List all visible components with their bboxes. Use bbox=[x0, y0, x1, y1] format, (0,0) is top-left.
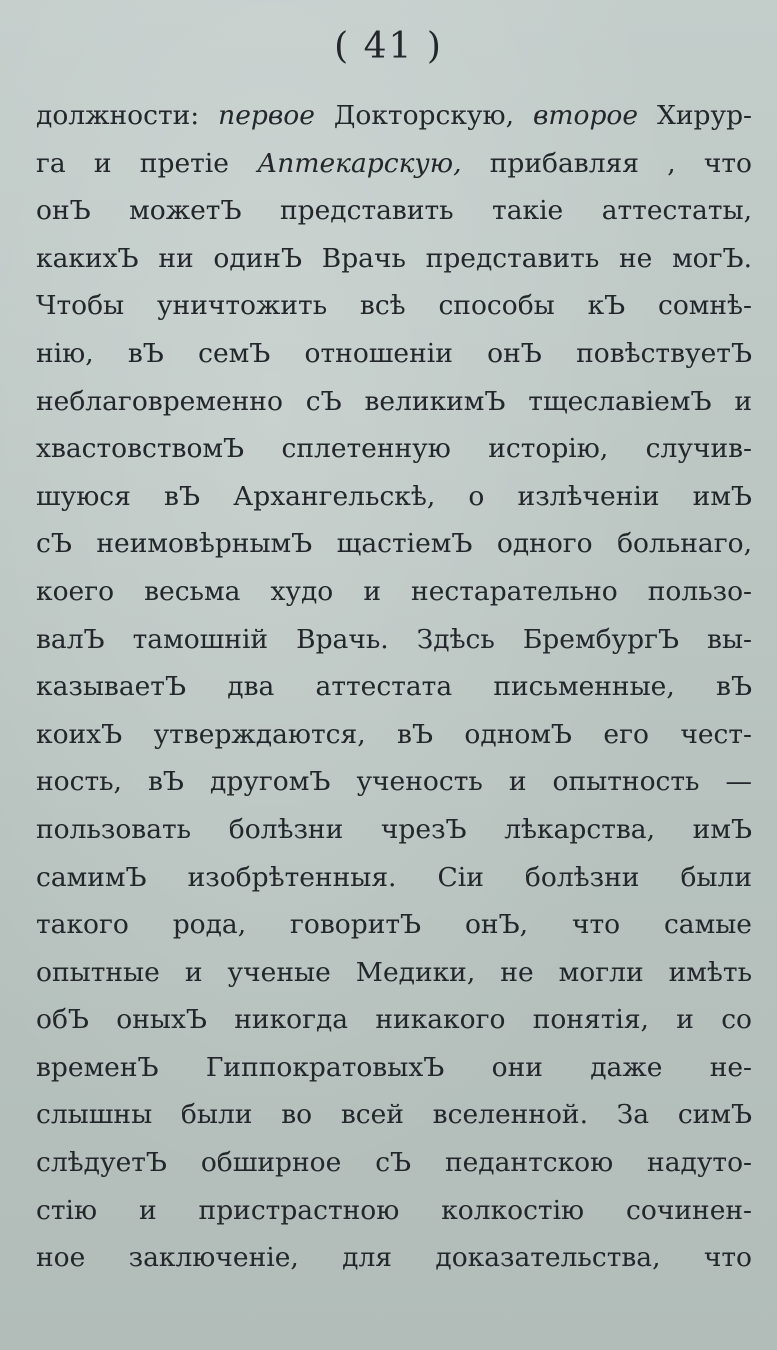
text-line-7: неблаговременно сЪ великимЪ тщеславіемЪ и bbox=[36, 385, 752, 417]
text-line-8: хвастовствомЪ сплетенную исторію, случив- bbox=[36, 433, 752, 465]
text-line-21: временЪ ГиппократовыхЪ они даже не- bbox=[36, 1051, 752, 1083]
text-line-22: слышны были во всей вселенной. За симЪ bbox=[36, 1099, 752, 1131]
text-line-11: коего весьма худо и нестарательно пользо- bbox=[36, 575, 752, 607]
text-line-23: слѣдуетЪ обширное сЪ педантскою надутo- bbox=[36, 1147, 752, 1179]
text-line-24: стію и пристрастною колкостію сочинен- bbox=[36, 1194, 752, 1226]
text-line-9: шуюся вЪ Архангельскѣ, о излѣченіи имЪ bbox=[36, 480, 752, 512]
text-line-17: самимЪ изобрѣтенныя. Сіи болѣзни были bbox=[36, 861, 752, 893]
text-line-1: должности: первое Докторскую, второе Хирур- bbox=[36, 100, 752, 131]
text-line-15: ность, вЪ другомЪ ученость и опытность — bbox=[36, 766, 752, 798]
text-line-20: обЪ оныхЪ никогда никакого понятія, и со bbox=[36, 1004, 752, 1036]
text-line-10: сЪ неимовѣрнымЪ щастіемЪ одного больнаго, bbox=[36, 528, 752, 560]
text-line-5: Чтобы уничтожить всѣ способы кЪ сомнѣ- bbox=[36, 290, 752, 322]
text-line-25: ное заключеніе, для доказательства, что bbox=[36, 1242, 752, 1274]
text-line-12: валЪ тамошній Врачь. Здѣсь БрембургЪ вы- bbox=[36, 623, 752, 655]
text-line-4: какихЪ ни одинЪ Врачь представить не могЪ. bbox=[36, 242, 752, 274]
body-text bbox=[36, 92, 752, 1282]
text-line-2: га и претіе Аптекарскую, прибавляя , что bbox=[36, 147, 753, 179]
text-line-18: такого рода, говоритЪ онЪ, что самые bbox=[36, 909, 752, 941]
text-line-16: пользовать болѣзни чрезЪ лѣкарства, имЪ bbox=[36, 813, 752, 845]
text-line-6: нію, вЪ семЪ отношеніи онЪ повѣствуетЪ bbox=[36, 337, 752, 369]
text-line-14: коихЪ утверждаются, вЪ одномЪ его чест- bbox=[36, 718, 752, 750]
text-line-3: онЪ можетЪ представить такіе аттестаты, bbox=[36, 195, 752, 227]
page-number: ( 41 ) bbox=[334, 26, 443, 67]
text-line-13: казываетЪ два аттестата письменные, вЪ bbox=[36, 671, 752, 703]
text-line-19: опытные и ученые Медики, не могли имѣть bbox=[36, 956, 752, 988]
